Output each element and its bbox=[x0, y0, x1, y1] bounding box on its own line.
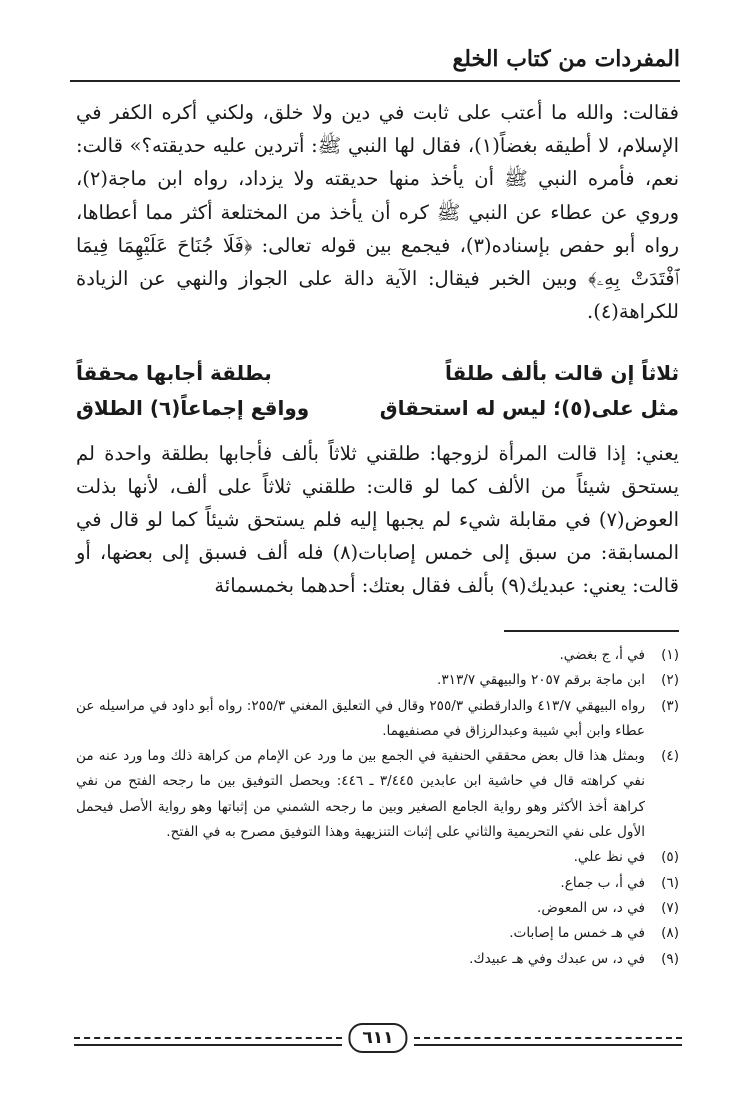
footnote-9 bbox=[76, 947, 679, 972]
body-paragraph-1: فقالت: والله ما أعتب على ثابت في دين ولا خلق، ولكني أكره الكفر في الإسلام، لا أطيقه بغضاً(١)، فقال لها النبي ﷺ: أتردين عليه حديقته؟» قالت: نعم، فأمره النبي ﷺ أن يأخذ منها حديقته ولا يزداد، رواه ابن ماجة(٢)، وروي عن عطاء عن النبي ﷺ كره أن يأخذ من المختلعة أكثر مما أعطاها، رواه أبو حفص بإسناده(٣)، فيجمع بين قوله تعالى: ﴿فَلَا جُنَاحَ عَلَيْهِمَا فِيمَا ٱفْتَدَتْ بِهِۦ﴾ وبين الخبر فيقال: الآية دالة على الجواز والنهي عن الزيادة للكراهة(٤). bbox=[76, 101, 680, 324]
footer-ornament-left bbox=[74, 1037, 342, 1046]
footnote-5 bbox=[76, 845, 679, 870]
footnote-separator bbox=[504, 630, 679, 632]
footnote-text: في د، س عبدك وفي هـ عبيدك. bbox=[469, 950, 645, 967]
verse-block bbox=[76, 356, 679, 426]
footnote-text: في أ، ب جماع. bbox=[560, 874, 645, 891]
footnote-number: (٤) bbox=[661, 748, 679, 765]
footnote-number: (٧) bbox=[661, 899, 679, 916]
verse-line-1 bbox=[76, 356, 679, 391]
footnote-number: (٢) bbox=[661, 672, 679, 689]
verse-line-2 bbox=[76, 391, 679, 426]
footnote-text: في هـ خمس ما إصابات. bbox=[509, 925, 645, 942]
footnote-8 bbox=[76, 921, 679, 946]
footnotes-list bbox=[76, 643, 679, 972]
footnote-6 bbox=[76, 871, 679, 896]
header-title: المفردات من كتاب الخلع bbox=[452, 46, 680, 72]
verse-line-2-second-hemistich: وواقع إجماعاً(٦) الطلاق bbox=[76, 396, 310, 420]
footnote-text: رواه البيهقي ٤١٣/٧ والدارقطني ٢٥٥/٣ وقال في التعليق المغني ٢٥٥/٣: رواه أبو داود في مراسيله عن عطاء وابن أبي شيبة وعبدالرزاق في مصنفيهما. bbox=[76, 697, 646, 739]
footnote-7 bbox=[76, 896, 679, 921]
header-rule bbox=[70, 80, 680, 82]
footnote-1 bbox=[76, 643, 679, 668]
verse-line-2-first-hemistich: مثل على(٥)؛ ليس له استحقاق bbox=[379, 396, 679, 420]
footnote-number: (٦) bbox=[661, 874, 679, 891]
verse-line-1-first-hemistich: ثلاثاً إن قالت بألف طلقاً bbox=[444, 361, 679, 385]
page-footer bbox=[74, 1022, 682, 1056]
footnote-3 bbox=[76, 694, 679, 745]
footnote-number: (١) bbox=[661, 647, 679, 663]
page-number: ٦١١ bbox=[348, 1023, 407, 1053]
body-paragraph-2: يعني: إذا قالت المرأة لزوجها: طلقني ثلاثاً بألف فأجابها بطلقة واحدة لم يستحق شيئاً من الألف كما لو قالت: طلقني ثلاثاً على ألف، لأنها بذلت العوض(٧) في مقابلة شيء لم يجبها إليه فلم يستحق شيئاً كما لو قال في المسابقة: من سبق إلى خمس إصابات(٨) فله ألف فسبق إلى بعضها، أو قالت: يعني: عبديك(٩) بألف فقال بعتك: أحدهما بخمسمائة bbox=[76, 442, 679, 597]
verse-line-1-second-hemistich: بطلقة أجابها محققاً bbox=[76, 361, 272, 385]
footnote-text: وبمثل هذا قال بعض محققي الحنفية في الجمع بين ما ورد عن الإمام من كراهة ذلك وما ورد عنه من نفي كراهته قال في حاشية ابن عابدين ٣/٤٤٥ ـ ٤٤٦: ويحصل التوفيق بين ما رجحه الفتح من نفي كراهة أخذ الأكثر وهو رواية الجامع الصغير وبين ما رجحه الشمني من إثباتها وهو رواية الأصل فيحمل الأول على نفي التحريمية والثاني على إثبات التنزيهية وهذا التوفيق مصرح به في الفتح. bbox=[76, 748, 645, 841]
footnote-text: في نظ علي. bbox=[573, 849, 645, 866]
footnote-4 bbox=[76, 744, 679, 845]
footnote-text: ابن ماجة برقم ٢٠٥٧ والبيهقي ٣١٣/٧. bbox=[437, 672, 645, 689]
footnote-text: في د، س المعوض. bbox=[537, 899, 645, 916]
running-header bbox=[70, 44, 680, 84]
footnote-number: (٩) bbox=[661, 950, 679, 967]
footnote-number: (٣) bbox=[661, 697, 679, 714]
footer-ornament-right bbox=[414, 1037, 682, 1046]
footnote-text: في أ، ج بغضي. bbox=[559, 647, 645, 663]
footnote-2 bbox=[76, 668, 679, 693]
footnote-number: (٥) bbox=[661, 849, 679, 866]
footnote-number: (٨) bbox=[661, 925, 679, 942]
